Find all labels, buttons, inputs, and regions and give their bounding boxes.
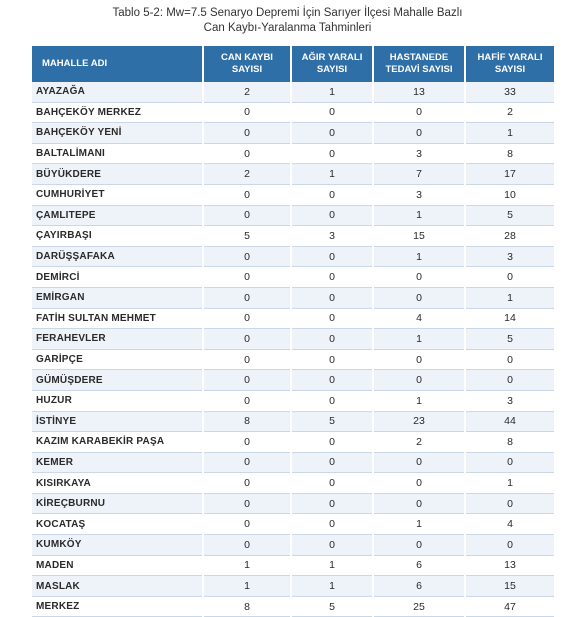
cell-hospital-treatment: 4 (374, 309, 464, 330)
table-body (32, 82, 554, 617)
cell-seriously-injured: 0 (292, 267, 372, 288)
table-row (32, 206, 554, 227)
cell-deaths: 8 (204, 412, 290, 433)
cell-hospital-treatment: 1 (374, 329, 464, 350)
cell-neighborhood: AYAZAĞA (32, 82, 202, 103)
cell-hospital-treatment: 6 (374, 556, 464, 577)
cell-lightly-injured: 5 (466, 206, 554, 227)
header-lightly-injured: HAFİF YARALI SAYISI (466, 46, 554, 82)
cell-seriously-injured: 0 (292, 453, 372, 474)
cell-neighborhood: MADEN (32, 556, 202, 577)
table-row (32, 370, 554, 391)
table-row (32, 329, 554, 350)
cell-seriously-injured: 5 (292, 412, 372, 433)
table-row (32, 82, 554, 103)
cell-lightly-injured: 13 (466, 556, 554, 577)
cell-neighborhood: GARİPÇE (32, 350, 202, 371)
cell-deaths: 1 (204, 576, 290, 597)
cell-neighborhood: ÇAMLITEPE (32, 206, 202, 227)
table-row (32, 473, 554, 494)
cell-deaths: 2 (204, 164, 290, 185)
cell-seriously-injured: 0 (292, 329, 372, 350)
cell-deaths: 0 (204, 494, 290, 515)
cell-neighborhood: DEMİRCİ (32, 267, 202, 288)
cell-hospital-treatment: 25 (374, 597, 464, 617)
cell-neighborhood: BAHÇEKÖY MERKEZ (32, 103, 202, 124)
header-deaths: CAN KAYBI SAYISI (204, 46, 290, 82)
cell-deaths: 0 (204, 185, 290, 206)
cell-neighborhood: BALTALİMANI (32, 144, 202, 165)
cell-seriously-injured: 3 (292, 226, 372, 247)
cell-deaths: 0 (204, 144, 290, 165)
cell-neighborhood: FERAHEVLER (32, 329, 202, 350)
cell-lightly-injured: 0 (466, 535, 554, 556)
cell-deaths: 0 (204, 350, 290, 371)
cell-lightly-injured: 3 (466, 391, 554, 412)
cell-neighborhood: KUMKÖY (32, 535, 202, 556)
cell-seriously-injured: 0 (292, 494, 372, 515)
cell-deaths: 0 (204, 309, 290, 330)
cell-hospital-treatment: 0 (374, 370, 464, 391)
cell-deaths: 0 (204, 370, 290, 391)
cell-deaths: 0 (204, 123, 290, 144)
cell-neighborhood: İSTİNYE (32, 412, 202, 433)
cell-lightly-injured: 3 (466, 247, 554, 268)
cell-hospital-treatment: 0 (374, 103, 464, 124)
table-row (32, 309, 554, 330)
table-row (32, 144, 554, 165)
cell-deaths: 0 (204, 329, 290, 350)
table-row (32, 226, 554, 247)
cell-seriously-injured: 0 (292, 350, 372, 371)
cell-neighborhood: MASLAK (32, 576, 202, 597)
cell-hospital-treatment: 0 (374, 535, 464, 556)
cell-lightly-injured: 0 (466, 494, 554, 515)
cell-deaths: 0 (204, 206, 290, 227)
cell-hospital-treatment: 0 (374, 288, 464, 309)
cell-seriously-injured: 1 (292, 82, 372, 103)
cell-hospital-treatment: 23 (374, 412, 464, 433)
cell-lightly-injured: 0 (466, 350, 554, 371)
cell-deaths: 8 (204, 597, 290, 617)
caption-line-2: Can Kaybı-Yaralanma Tahminleri (203, 22, 372, 34)
cell-hospital-treatment: 0 (374, 473, 464, 494)
table-row (32, 391, 554, 412)
cell-hospital-treatment: 6 (374, 576, 464, 597)
cell-deaths: 0 (204, 473, 290, 494)
cell-lightly-injured: 8 (466, 144, 554, 165)
table-row (32, 267, 554, 288)
cell-deaths: 0 (204, 288, 290, 309)
cell-hospital-treatment: 3 (374, 185, 464, 206)
cell-seriously-injured: 0 (292, 535, 372, 556)
table-header-row (32, 46, 554, 82)
cell-lightly-injured: 0 (466, 370, 554, 391)
cell-hospital-treatment: 0 (374, 350, 464, 371)
cell-neighborhood: MERKEZ (32, 597, 202, 617)
cell-lightly-injured: 1 (466, 123, 554, 144)
table-row (32, 576, 554, 597)
cell-lightly-injured: 1 (466, 288, 554, 309)
cell-seriously-injured: 0 (292, 309, 372, 330)
table-row (32, 164, 554, 185)
cell-hospital-treatment: 0 (374, 267, 464, 288)
cell-neighborhood: ÇAYIRBAŞI (32, 226, 202, 247)
cell-deaths: 0 (204, 432, 290, 453)
cell-seriously-injured: 0 (292, 473, 372, 494)
cell-seriously-injured: 1 (292, 164, 372, 185)
table-row (32, 453, 554, 474)
cell-seriously-injured: 0 (292, 123, 372, 144)
cell-seriously-injured: 0 (292, 432, 372, 453)
cell-seriously-injured: 1 (292, 576, 372, 597)
cell-neighborhood: KAZIM KARABEKİR PAŞA (32, 432, 202, 453)
caption-line-1: Tablo 5-2: Mw=7.5 Senaryo Depremi İçin Sarıyer İlçesi Mahalle Bazlı (112, 7, 463, 19)
cell-deaths: 0 (204, 391, 290, 412)
cell-deaths: 2 (204, 82, 290, 103)
cell-hospital-treatment: 1 (374, 391, 464, 412)
cell-hospital-treatment: 1 (374, 514, 464, 535)
table-row (32, 535, 554, 556)
cell-hospital-treatment: 1 (374, 206, 464, 227)
cell-lightly-injured: 15 (466, 576, 554, 597)
cell-lightly-injured: 44 (466, 412, 554, 433)
cell-seriously-injured: 0 (292, 391, 372, 412)
cell-neighborhood: FATİH SULTAN MEHMET (32, 309, 202, 330)
cell-lightly-injured: 4 (466, 514, 554, 535)
table-row (32, 412, 554, 433)
cell-lightly-injured: 0 (466, 453, 554, 474)
cell-seriously-injured: 0 (292, 288, 372, 309)
table-row (32, 432, 554, 453)
cell-seriously-injured: 0 (292, 103, 372, 124)
cell-seriously-injured: 5 (292, 597, 372, 617)
table-row (32, 288, 554, 309)
cell-lightly-injured: 28 (466, 226, 554, 247)
cell-deaths: 0 (204, 267, 290, 288)
table-row (32, 556, 554, 577)
table-row (32, 247, 554, 268)
table-row (32, 185, 554, 206)
cell-hospital-treatment: 1 (374, 247, 464, 268)
table-row (32, 350, 554, 371)
cell-seriously-injured: 0 (292, 144, 372, 165)
table-row (32, 514, 554, 535)
cell-seriously-injured: 1 (292, 556, 372, 577)
cell-neighborhood: KOCATAŞ (32, 514, 202, 535)
cell-seriously-injured: 0 (292, 206, 372, 227)
cell-lightly-injured: 14 (466, 309, 554, 330)
cell-hospital-treatment: 3 (374, 144, 464, 165)
cell-neighborhood: BAHÇEKÖY YENİ (32, 123, 202, 144)
cell-deaths: 0 (204, 535, 290, 556)
cell-lightly-injured: 17 (466, 164, 554, 185)
casualty-table (30, 46, 556, 617)
cell-lightly-injured: 10 (466, 185, 554, 206)
cell-seriously-injured: 0 (292, 247, 372, 268)
cell-neighborhood: KEMER (32, 453, 202, 474)
cell-lightly-injured: 1 (466, 473, 554, 494)
cell-lightly-injured: 2 (466, 103, 554, 124)
cell-deaths: 1 (204, 556, 290, 577)
cell-hospital-treatment: 0 (374, 123, 464, 144)
cell-neighborhood: DARÜŞŞAFAKA (32, 247, 202, 268)
cell-neighborhood: KISIRKAYA (32, 473, 202, 494)
cell-lightly-injured: 8 (466, 432, 554, 453)
cell-neighborhood: CUMHURİYET (32, 185, 202, 206)
cell-hospital-treatment: 13 (374, 82, 464, 103)
cell-hospital-treatment: 2 (374, 432, 464, 453)
cell-neighborhood: GÜMÜŞDERE (32, 370, 202, 391)
cell-deaths: 5 (204, 226, 290, 247)
cell-hospital-treatment: 0 (374, 494, 464, 515)
cell-lightly-injured: 5 (466, 329, 554, 350)
cell-deaths: 0 (204, 247, 290, 268)
cell-deaths: 0 (204, 514, 290, 535)
cell-deaths: 0 (204, 453, 290, 474)
cell-lightly-injured: 0 (466, 267, 554, 288)
cell-neighborhood: EMİRGAN (32, 288, 202, 309)
cell-lightly-injured: 47 (466, 597, 554, 617)
header-hospital-treatment: HASTANEDE TEDAVİ SAYISI (374, 46, 464, 82)
header-neighborhood: MAHALLE ADI (32, 46, 202, 82)
table-row (32, 123, 554, 144)
cell-deaths: 0 (204, 103, 290, 124)
cell-seriously-injured: 0 (292, 185, 372, 206)
cell-neighborhood: HUZUR (32, 391, 202, 412)
cell-seriously-injured: 0 (292, 370, 372, 391)
cell-hospital-treatment: 7 (374, 164, 464, 185)
table-caption (0, 6, 575, 36)
cell-hospital-treatment: 15 (374, 226, 464, 247)
cell-neighborhood: BÜYÜKDERE (32, 164, 202, 185)
header-seriously-injured: AĞIR YARALI SAYISI (292, 46, 372, 82)
cell-seriously-injured: 0 (292, 514, 372, 535)
cell-lightly-injured: 33 (466, 82, 554, 103)
table-row (32, 494, 554, 515)
cell-hospital-treatment: 0 (374, 453, 464, 474)
cell-neighborhood: KİREÇBURNU (32, 494, 202, 515)
table-row (32, 103, 554, 124)
table-row (32, 597, 554, 617)
